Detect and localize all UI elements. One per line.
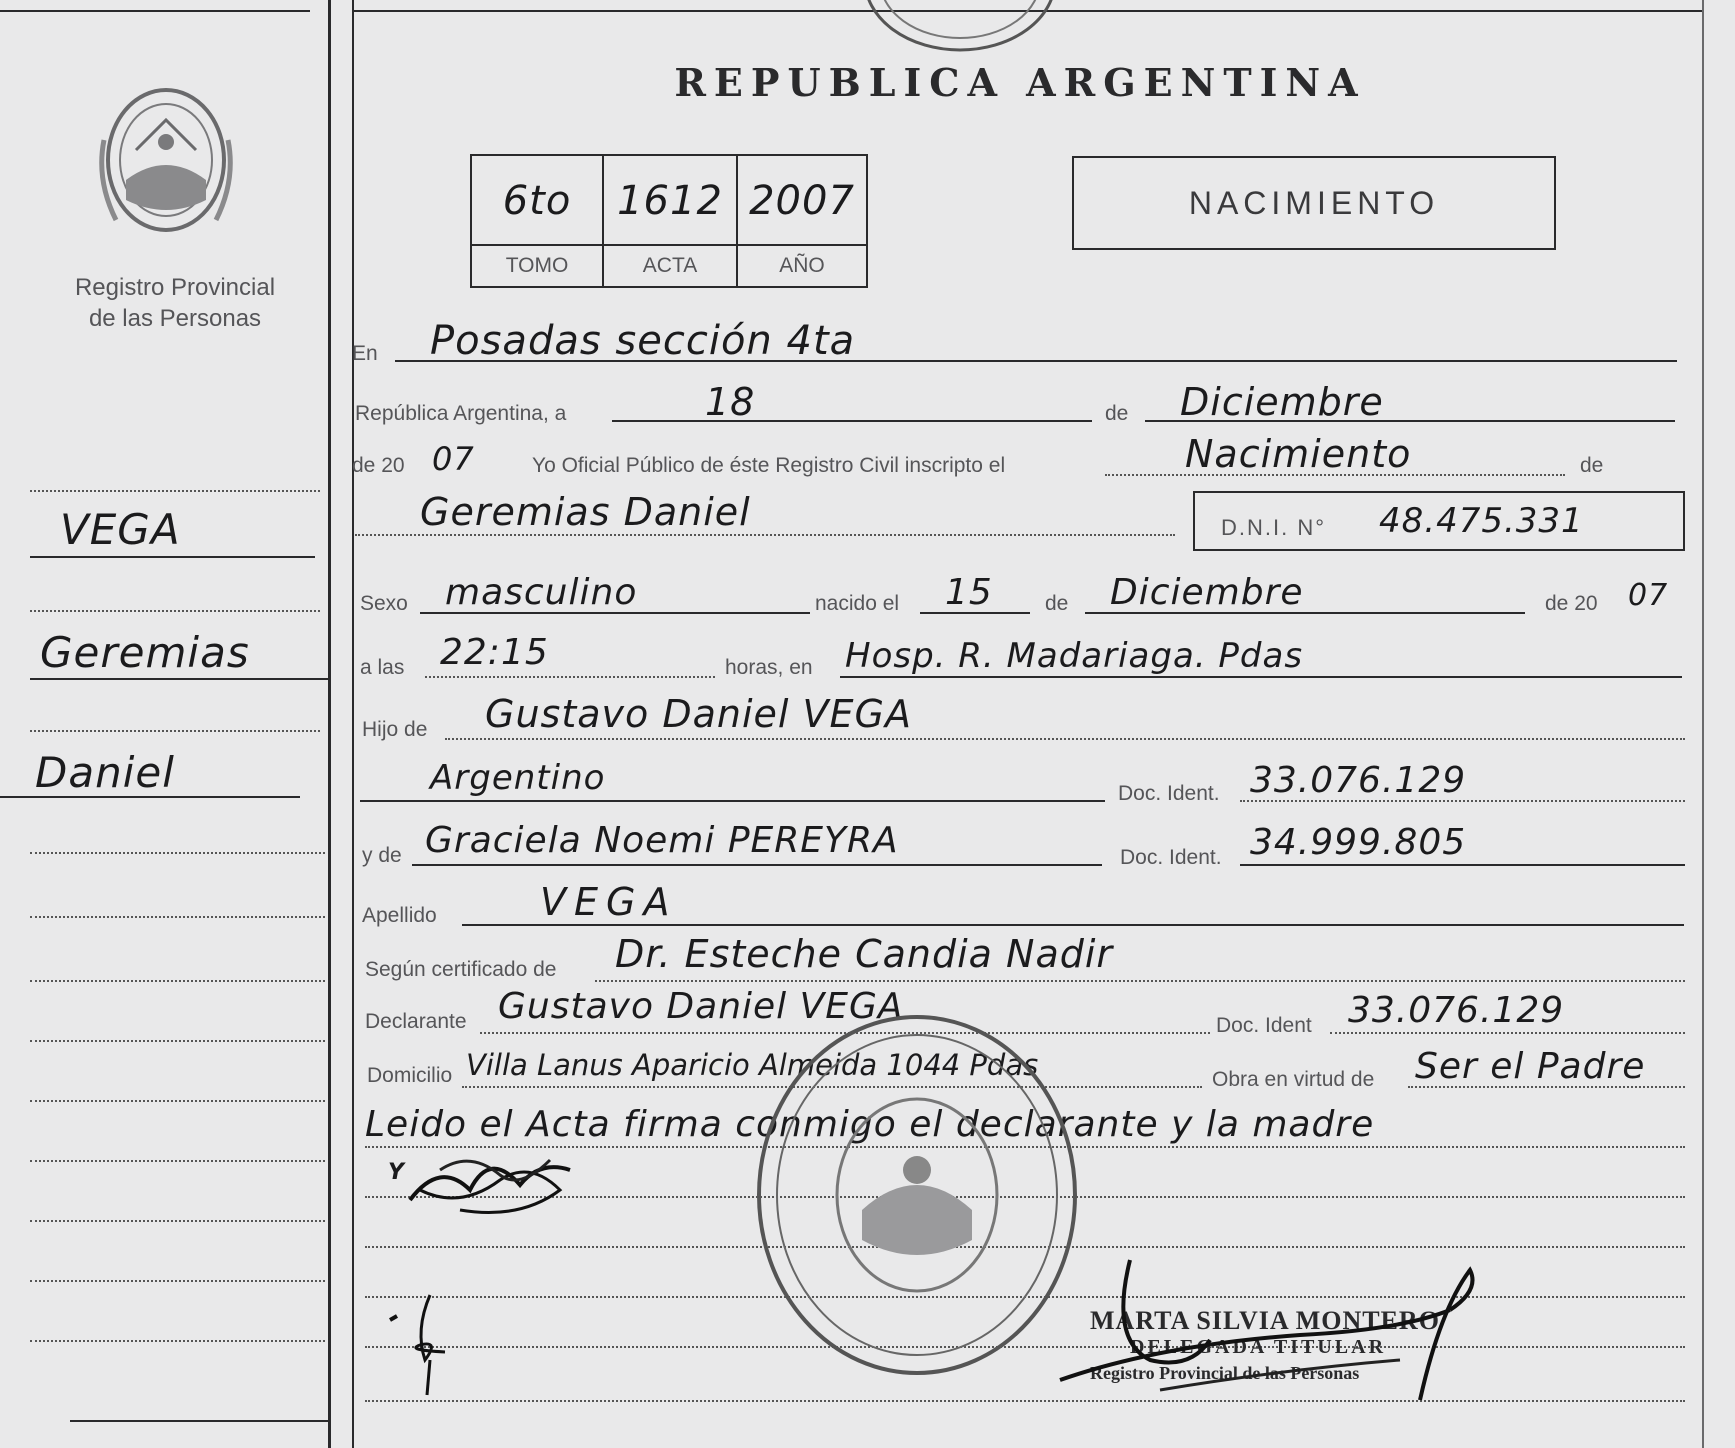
obra-line (1408, 1086, 1685, 1088)
father-nationality-value: Argentino (430, 758, 606, 798)
yde-label: y de (362, 844, 402, 867)
segun-label: Según certificado de (365, 958, 557, 981)
oficial-label: Yo Oficial Público de éste Registro Civil inscripto el (532, 454, 1006, 477)
ano-value: 2007 (749, 178, 855, 224)
birth-month-line (1085, 612, 1525, 614)
acta-label: ACTA (642, 254, 698, 277)
declarante-value: Gustavo Daniel VEGA (498, 986, 904, 1027)
father-doc-value: 33.076.129 (1250, 760, 1467, 801)
time-line (425, 676, 715, 678)
apellido-label: Apellido (362, 904, 437, 927)
hijo-label: Hijo de (362, 718, 428, 741)
certificado-line (595, 980, 1685, 982)
month-value: Diciembre (1180, 380, 1384, 424)
doc-label-3: Doc. Ident (1216, 1014, 1312, 1037)
doc-label: Doc. Ident. (1118, 782, 1220, 805)
dni-value: 48.475.331 (1379, 501, 1584, 541)
provincial-seal-logo (96, 80, 236, 240)
document-title: REPUBLICA ARGENTINA (674, 60, 1366, 105)
official-oval-seal (752, 1010, 1082, 1380)
nacido-label: nacido el (815, 592, 900, 615)
mother-line (412, 864, 1102, 866)
certificado-value: Dr. Esteche Candia Nadir (615, 932, 1114, 976)
mother-signature (385, 1290, 465, 1405)
box-divider (472, 244, 866, 246)
birth-day-line (920, 612, 1030, 614)
domicilio-label: Domicilio (367, 1064, 453, 1087)
apellido-line (462, 924, 1684, 926)
margin-rule (70, 1420, 330, 1422)
day-value: 18 (705, 380, 756, 424)
top-seal-fragment (860, 0, 1060, 60)
margin-dots (30, 1280, 325, 1282)
dni-box (1193, 491, 1685, 551)
declarante-doc-value: 33.076.129 (1348, 990, 1565, 1031)
year-suffix-value: 07 (432, 440, 475, 478)
mother-doc-line (1240, 864, 1685, 866)
registry-box (470, 154, 868, 288)
registry-name (40, 272, 310, 334)
margin-rule (0, 796, 300, 798)
margin-dots (30, 490, 320, 492)
obra-label: Obra en virtud de (1212, 1068, 1375, 1091)
mother-value: Graciela Noemi PEREYRA (425, 820, 899, 861)
domicilio-value: Villa Lanus Aparicio Almeida 1044 Pdas (466, 1048, 1039, 1082)
de-label-3: de (1045, 592, 1069, 615)
de20-label-2: de 20 (1545, 592, 1598, 615)
margin-dots (30, 1040, 325, 1042)
column-divider (352, 0, 354, 1448)
margin-column (0, 0, 330, 1448)
inscripto-line (1105, 474, 1565, 476)
inscripto-value: Nacimiento (1185, 432, 1412, 476)
horas-label: horas, en (725, 656, 813, 679)
mother-doc-value: 34.999.805 (1250, 822, 1467, 863)
month-line (1145, 420, 1675, 422)
margin-surname: VEGA (60, 505, 181, 554)
tomo-value: 6to (502, 178, 572, 224)
margin-dots (30, 1100, 325, 1102)
declarant-signature (400, 1130, 590, 1235)
place-value: Hosp. R. Madariaga. Pdas (845, 636, 1304, 676)
obra-value: Ser el Padre (1415, 1046, 1646, 1087)
en-line (395, 360, 1677, 362)
margin-dots (30, 730, 320, 732)
registry-line1: Registro Provincial (74, 274, 276, 301)
column-divider (328, 0, 331, 1448)
sexo-line (420, 612, 810, 614)
father-line (445, 738, 1685, 740)
birth-year-suffix-value: 07 (1628, 578, 1669, 613)
father-doc-line (1240, 800, 1685, 802)
child-name-line (355, 534, 1175, 536)
republica-label: República Argentina, a (355, 402, 567, 425)
acta-value: 1612 (617, 178, 723, 224)
birth-day-value: 15 (945, 572, 993, 613)
child-name-value: Geremias Daniel (420, 490, 751, 534)
sexo-label: Sexo (360, 592, 408, 615)
reading-value: Leido el Acta firma conmigo el declarante y la madre (365, 1104, 1375, 1145)
alas-label: a las (360, 656, 405, 679)
margin-dots (30, 610, 320, 612)
de-label: de (1105, 402, 1129, 425)
margin-middle-name: Daniel (35, 748, 175, 797)
tomo-label: TOMO (505, 254, 569, 277)
official-signature (1040, 1250, 1520, 1425)
delegate-name: MARTA SILVIA MONTERO (1090, 1306, 1440, 1335)
ano-label: AÑO (779, 254, 825, 277)
margin-dots (30, 852, 325, 854)
margin-dots (30, 1340, 325, 1342)
en-value: Posadas sección 4ta (430, 318, 856, 364)
margin-first-name: Geremias (40, 628, 250, 677)
de20-label: de 20 (352, 454, 405, 477)
margin-dots (30, 1160, 325, 1162)
registry-line2: de las Personas (88, 305, 262, 332)
margin-dots (30, 980, 325, 982)
delegate-title: DELEGADA TITULAR (1130, 1336, 1387, 1358)
top-rule (0, 10, 310, 12)
dni-label: D.N.I. N° (1221, 515, 1327, 540)
margin-dots (30, 1220, 325, 1222)
declarante-label: Declarante (365, 1010, 467, 1033)
margin-rule (30, 556, 315, 558)
sexo-value: masculino (445, 572, 638, 613)
doc-label-2: Doc. Ident. (1120, 846, 1222, 869)
declarante-doc-line (1330, 1032, 1685, 1034)
father-value: Gustavo Daniel VEGA (485, 692, 912, 736)
apellido-value: VEGA (540, 880, 678, 924)
record-type-box: NACIMIENTO (1072, 156, 1556, 250)
time-value: 22:15 (440, 632, 549, 673)
day-line (612, 420, 1092, 422)
de-label-2: de (1580, 454, 1604, 477)
right-border (1702, 0, 1704, 1448)
place-line (840, 676, 1682, 678)
en-label: En (352, 342, 378, 365)
y-mark: Y (388, 1160, 405, 1185)
delegate-org: Registro Provincial de las Personas (1090, 1363, 1360, 1383)
birth-month-value: Diciembre (1110, 572, 1304, 613)
margin-dots (30, 916, 325, 918)
margin-rule (30, 678, 330, 680)
nationality-line (360, 800, 1105, 802)
